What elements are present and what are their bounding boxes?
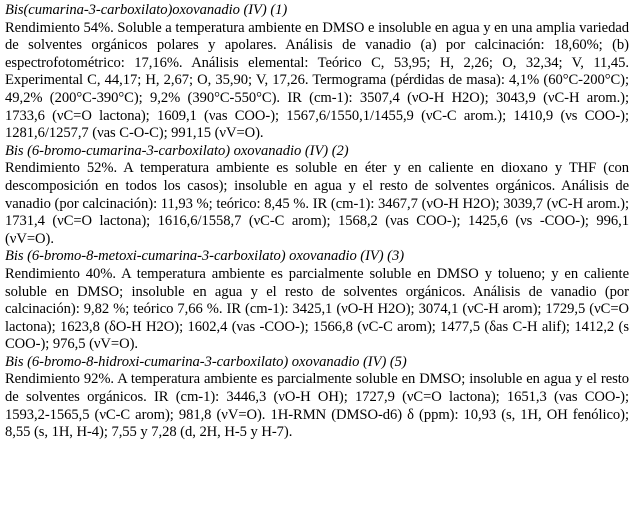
compound-title: Bis (6-bromo-cumarina-3-carboxilato) oxovanadio (IV) (2) [5, 142, 349, 159]
compound-1 [5, 2, 629, 143]
compound-3 [5, 248, 629, 354]
compound-description: Rendimiento 54%. Soluble a temperatura ambiente en DMSO e insoluble en agua y en una amplia variedad de solventes orgánicos polares y apolares. Análisis de vanadio (a) por calcinación: 18,60%; (b) espectrofotométrico: 17,16%. Análisis elemental: Teórico C, 53,95; H, 2,26; O, 32,34; V, 11,45. Experimental C, 44,17; H, 2,67; O, 35,90; V, 17,26. Termograma (pérdidas de masa): 4,1% (60°C-200°C); 49,2% (200°C-390°C); 9,2% (390°C-550°C). IR (cm-1): 3507,4 (νO-H H2O); 3043,9 (νC-H arom.); 1733,6 (νC=O lactona); 1609,1 (νas COO-); 1567,6/1550,1/1455,9 (νC-C arom.); 1410,9 (νs COO-); 1281,6/1257,7 (νas C-O-C); 991,15 (νV=O). [5, 19, 630, 142]
compound-2 [5, 143, 629, 249]
compound-title: Bis (6-bromo-8-hidroxi-cumarina-3-carboxilato) oxovanadio (IV) (5) [5, 353, 407, 370]
compound-description: Rendimiento 40%. A temperatura ambiente es parcialmente soluble en DMSO y tolueno; y en caliente soluble en DMSO; insoluble en agua y el resto de solventes orgánicos. Análisis de vanadio (por calcinación): 9,82 %; teórico 7,66 %. IR (cm-1): 3425,1 (νO-H H2O); 3074,1 (νC-H arom); 1729,5 (νC=O lactona); 1623,8 (δO-H H2O); 1602,4 (νas -COO-); 1566,8 (νC-C arom); 1477,5 (δas C-H alif); 1412,2 (s COO-); 976,5 (νV=O). [5, 265, 629, 353]
compound-title: Bis(cumarina-3-carboxilato)oxovanadio (IV) (1) [5, 2, 288, 18]
compound-description: Rendimiento 92%. A temperatura ambiente es parcialmente soluble en DMSO; insoluble en agua y el resto de solventes orgánicos. IR (cm-1): 3446,3 (νO-H OH); 1727,9 (νC=O lactona); 1651,3 (νas COO-); 1593,2-1565,5 (νC-C arom); 981,8 (νV=O). 1H-RMN (DMSO-d6) δ (ppm): 10,93 (s, 1H, OH fenólico); 8,55 (s, 1H, H-4); 7,55 y 7,28 (d, 2H, H-5 y H-7). [5, 371, 629, 441]
compound-4 [5, 354, 629, 442]
compound-description: Rendimiento 52%. A temperatura ambiente es soluble en éter y en caliente en dioxano y THF (con descomposición en todos los casos); insoluble en agua y el resto de solventes orgánicos. Análisis de vanadio (por calcinación): 11,93 %; teórico: 8,45 %. IR (cm-1): 3467,7 (νO-H H2O); 3039,7 (νC-H arom.); 1731,4 (νC=O lactona); 1616,6/1558,7 (νC-C arom); 1568,2 (νas COO-); 1425,6 (νs -COO-); 996,1 (νV=O). [5, 160, 629, 247]
compound-title: Bis (6-bromo-8-metoxi-cumarina-3-carboxilato) oxovanadio (IV) (3) [5, 248, 405, 265]
